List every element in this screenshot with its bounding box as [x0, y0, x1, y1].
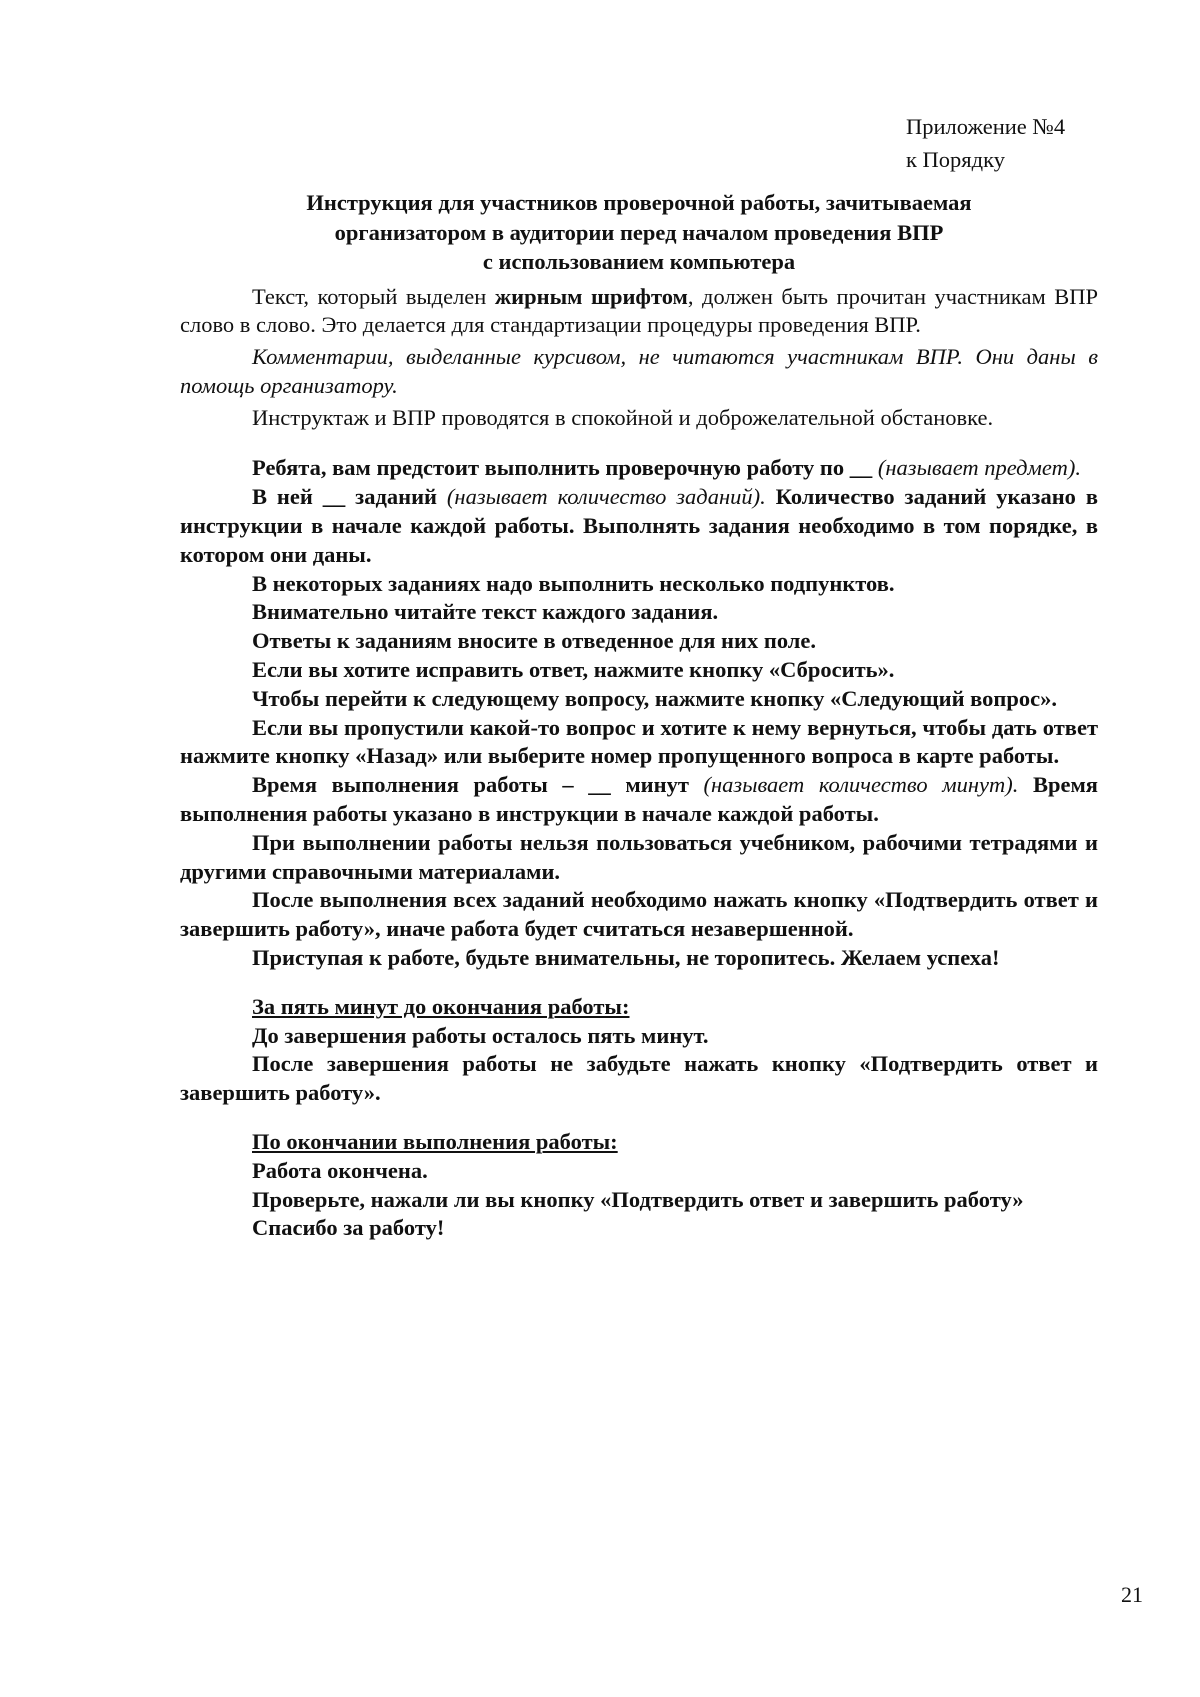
instruction-read-carefully: Внимательно читайте текст каждого задания.	[252, 599, 719, 625]
intro-bold-text: жирным шрифтом	[494, 283, 688, 309]
instruction-time	[180, 771, 1098, 829]
annex-number: Приложение №4	[906, 114, 1066, 139]
instruction-tasks-text: В ней __ заданий	[252, 484, 437, 510]
instruction-no-materials: При выполнении работы нельзя пользоваться учебником, рабочими тетрадями и другими справочными материалами.	[180, 829, 1098, 884]
instruction-tasks-text-rest: Количество заданий указано в инструкции в начале каждой работы. Выполнять задания необходимо в том порядке, в котором они даны.	[180, 484, 1098, 567]
five-minutes-remaining: До завершения работы осталось пять минут.	[252, 1022, 709, 1048]
section-gap	[180, 1108, 1098, 1128]
instruction-time-text: Время выполнения работы – __ минут	[252, 772, 689, 798]
instruction-subject	[180, 454, 1098, 483]
intro-paragraph-3: Инструктаж и ВПР проводятся в спокойной и доброжелательной обстановке.	[252, 404, 994, 430]
end-thanks: Спасибо за работу!	[252, 1215, 445, 1241]
title-line-2: организатором в аудитории перед началом проведения ВПР	[334, 219, 944, 245]
instruction-submit: После выполнения всех заданий необходимо нажать кнопку «Подтвердить ответ и завершить работу», иначе работа будет считаться незавершенной.	[180, 887, 1098, 942]
instruction-time-text-rest: Время выполнения работы указано в инструкции в начале каждой работы.	[180, 772, 1098, 827]
end-heading: По окончании выполнения работы:	[252, 1129, 618, 1155]
instruction-tasks	[180, 483, 1098, 569]
intro-text: Текст, который выделен	[252, 283, 495, 309]
annex-reference	[906, 110, 1065, 176]
document-body	[180, 188, 1098, 1243]
instruction-time-comment: (называет количество минут).	[688, 772, 1019, 798]
five-minutes-heading: За пять минут до окончания работы:	[252, 993, 630, 1019]
end-work-finished: Работа окончена.	[252, 1157, 428, 1183]
instruction-subject-text: Ребята, вам предстоит выполнить проверочную работу по __	[252, 455, 873, 481]
end-check-button: Проверьте, нажали ли вы кнопку «Подтвердить ответ и завершить работу»	[252, 1186, 1024, 1212]
title-line-1: Инструкция для участников проверочной работы, зачитываемая	[306, 190, 972, 215]
instruction-tasks-comment: (называет количество заданий).	[437, 484, 766, 510]
intro-text-rest: , должен быть прочитан участникам ВПР слово в слово. Это делается для стандартизации процедуры проведения ВПР.	[180, 283, 1098, 338]
instruction-subject-comment: (называет предмет).	[872, 455, 1081, 481]
intro-paragraph-1	[180, 283, 1098, 341]
document-title	[180, 188, 1098, 277]
instruction-reset: Если вы хотите исправить ответ, нажмите кнопку «Сбросить».	[252, 657, 895, 683]
instruction-go-back: Если вы пропустили какой-то вопрос и хотите к нему вернуться, чтобы дать ответ нажмите кнопку «Назад» или выберите номер пропущенного вопроса в карте работы.	[180, 714, 1098, 769]
five-minutes-reminder: После завершения работы не забудьте нажать кнопку «Подтвердить ответ и завершить работу».	[180, 1051, 1098, 1106]
instruction-subitems: В некоторых заданиях надо выполнить несколько подпунктов.	[252, 570, 895, 596]
section-gap	[180, 973, 1098, 993]
instruction-next-question: Чтобы перейти к следующему вопросу, нажмите кнопку «Следующий вопрос».	[252, 685, 1057, 711]
instruction-good-luck: Приступая к работе, будьте внимательны, не торопитесь. Желаем успеха!	[252, 945, 1000, 971]
annex-target: к Порядку	[906, 147, 1005, 172]
intro-paragraph-2: Комментарии, выделанные курсивом, не читаются участникам ВПР. Они даны в помощь организатору.	[180, 344, 1098, 398]
page-number: 21	[1121, 1582, 1143, 1607]
title-line-3: с использованием компьютера	[482, 249, 796, 274]
instruction-answer-field: Ответы к заданиям вносите в отведенное для них поле.	[252, 628, 817, 654]
